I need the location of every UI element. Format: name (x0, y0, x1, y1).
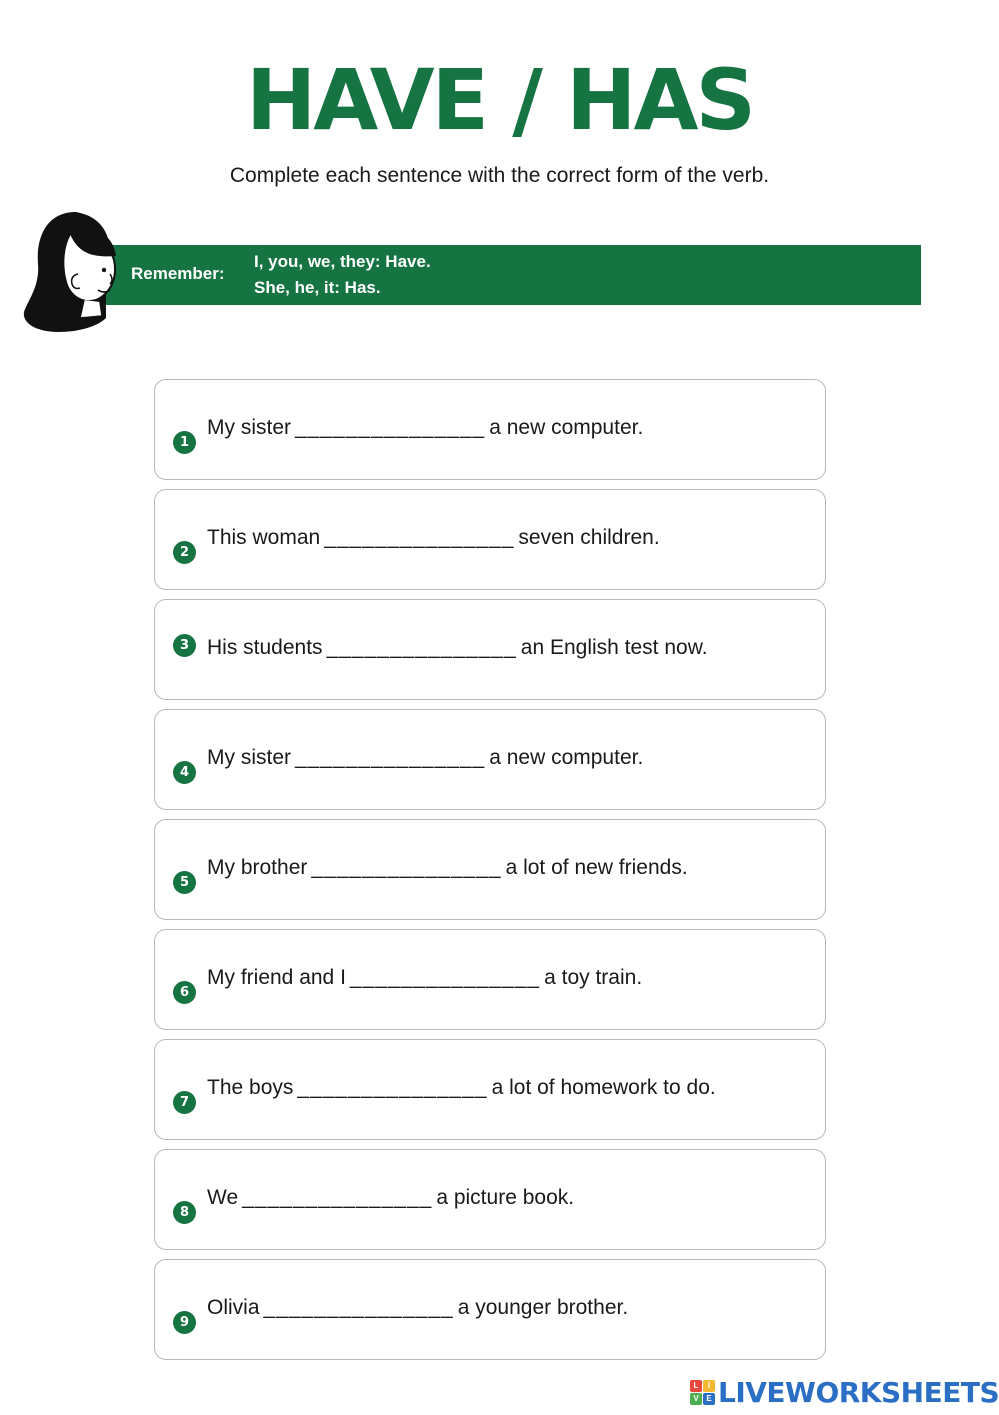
question-card (154, 1259, 826, 1360)
question-number-badge: 3 (173, 634, 196, 657)
question-text (207, 416, 643, 440)
answer-blank[interactable]: _______________ (242, 1186, 433, 1209)
brand-name: LIVEWORKSHEETS (718, 1375, 999, 1409)
question-card (154, 709, 826, 810)
question-number-badge: 7 (173, 1091, 196, 1114)
question-number-badge: 9 (173, 1311, 196, 1334)
sentence-start: This woman (207, 526, 321, 549)
sentence-start: The boys (207, 1076, 294, 1099)
rule-has: She, he, it: Has. (254, 278, 381, 297)
question-card (154, 599, 826, 700)
sentence-end: a new computer. (489, 746, 644, 769)
sentence-end: seven children. (518, 526, 660, 549)
remember-label: Remember: (131, 264, 225, 283)
question-text (207, 1076, 716, 1100)
answer-blank[interactable]: _______________ (295, 416, 486, 439)
question-card (154, 929, 826, 1030)
question-text (207, 526, 660, 550)
sentence-end: a lot of homework to do. (491, 1076, 716, 1099)
question-text (207, 1296, 628, 1320)
sentence-end: a younger brother. (457, 1296, 629, 1319)
rule-have: I, you, we, they: Have. (254, 252, 431, 271)
answer-blank[interactable]: _______________ (349, 966, 541, 989)
question-card (154, 489, 826, 590)
question-number-badge: 1 (173, 431, 196, 454)
question-text (207, 966, 642, 990)
logo-mark-icon: L I V E (690, 1380, 715, 1405)
sentence-end: a toy train. (544, 966, 643, 989)
question-text (207, 1186, 574, 1210)
question-card (154, 819, 826, 920)
sentence-start: We (207, 1186, 239, 1209)
answer-blank[interactable]: _______________ (263, 1296, 454, 1319)
sentence-start: My brother (207, 856, 308, 879)
girl-avatar-icon (18, 208, 136, 338)
question-text (207, 746, 643, 770)
question-number-badge: 6 (173, 981, 196, 1004)
page-title: HAVE / HAS (246, 51, 753, 149)
sentence-start: Olivia (207, 1296, 260, 1319)
question-card (154, 379, 826, 480)
sentence-end: a lot of new friends. (505, 856, 688, 879)
question-number-badge: 5 (173, 871, 196, 894)
answer-blank[interactable]: _______________ (297, 1076, 488, 1099)
question-number-badge: 4 (173, 761, 196, 784)
sentence-start: My sister (207, 746, 291, 769)
question-number-badge: 8 (173, 1201, 196, 1224)
sentence-end: a new computer. (489, 416, 644, 439)
question-text (207, 856, 688, 880)
question-number-badge: 2 (173, 541, 196, 564)
question-text (207, 636, 708, 660)
answer-blank[interactable]: _______________ (295, 746, 486, 769)
sentence-start: My sister (207, 416, 291, 439)
sentence-start: His students (207, 636, 323, 659)
sentence-end: an English test now. (520, 636, 708, 659)
answer-blank[interactable]: _______________ (324, 526, 515, 549)
answer-blank[interactable]: _______________ (311, 856, 502, 879)
liveworksheets-logo[interactable] (690, 1372, 999, 1412)
question-card (154, 1149, 826, 1250)
question-card (154, 1039, 826, 1140)
sentence-end: a picture book. (436, 1186, 575, 1209)
sentence-start: My friend and I (207, 966, 346, 989)
instructions: Complete each sentence with the correct form of the verb. (229, 164, 770, 187)
answer-blank[interactable]: _______________ (326, 636, 517, 659)
